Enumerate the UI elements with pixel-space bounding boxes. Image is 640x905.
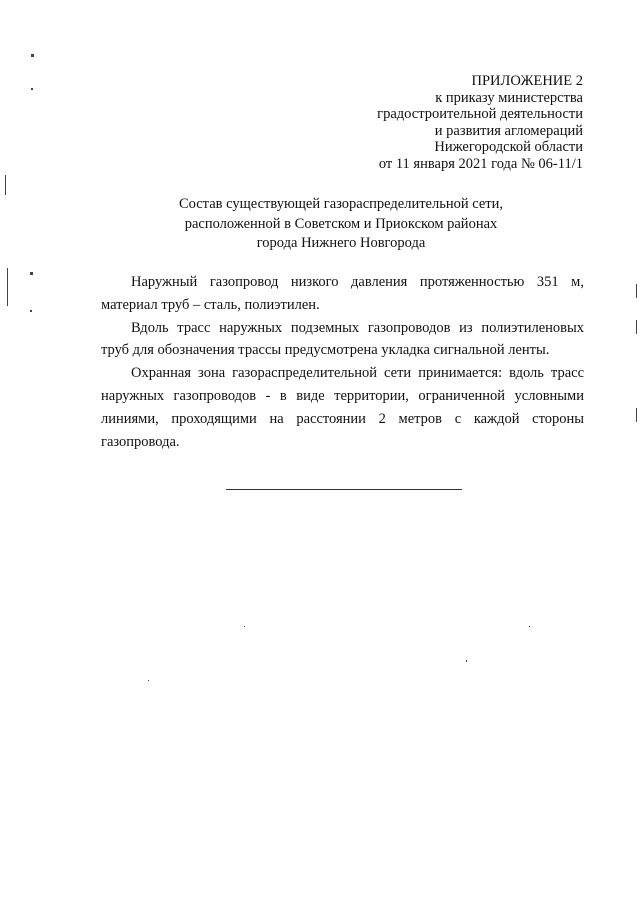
scan-artifact [466,660,467,662]
paragraph: Наружный газопровод низкого давления протяженностью 351 м, материал труб – сталь, полиэтилен. [101,274,584,313]
appendix-line: и развития агломераций [434,122,583,139]
appendix-line: градостроительной деятельности [377,106,583,122]
closing-divider [226,489,462,490]
appendix-line: Нижегородской области [434,139,583,155]
scan-artifact [244,626,245,627]
scan-artifact [31,88,33,90]
scan-artifact [7,268,8,306]
scan-artifact [636,284,637,298]
document-title [0,195,640,254]
paragraph: Вдоль трасс наружных подземных газопроводов из полиэтиленовых труб для обозначения трассы предусмотрена укладка сигнальной ленты. [101,319,584,359]
scan-artifact [148,680,149,681]
title-line: расположенной в Советском и Приокском районах [184,215,498,232]
scan-artifact [5,175,6,195]
scan-artifact [636,408,637,422]
appendix-date-line: от 11 января 2021 года № 06-11/1 [378,155,583,172]
appendix-header [377,73,583,172]
document-body [101,271,584,453]
paragraph: Охранная зона газораспределительной сети принимается: вдоль трасс наружных газопроводов - в виде территории, ограниченной условными линиями, проходящими на расстоянии 2 метров с каждой стороны газопровода. [101,365,584,450]
scan-artifact [30,272,33,275]
scan-artifact [30,310,32,312]
scan-artifact [31,54,34,57]
appendix-line: к приказу министерства [435,89,583,106]
title-line: города Нижнего Новгорода [256,235,426,251]
scan-artifact [529,626,530,627]
appendix-number: ПРИЛОЖЕНИЕ 2 [471,73,583,89]
title-line: Состав существующей газораспределительной сети, [178,196,504,212]
scan-artifact [636,320,637,334]
